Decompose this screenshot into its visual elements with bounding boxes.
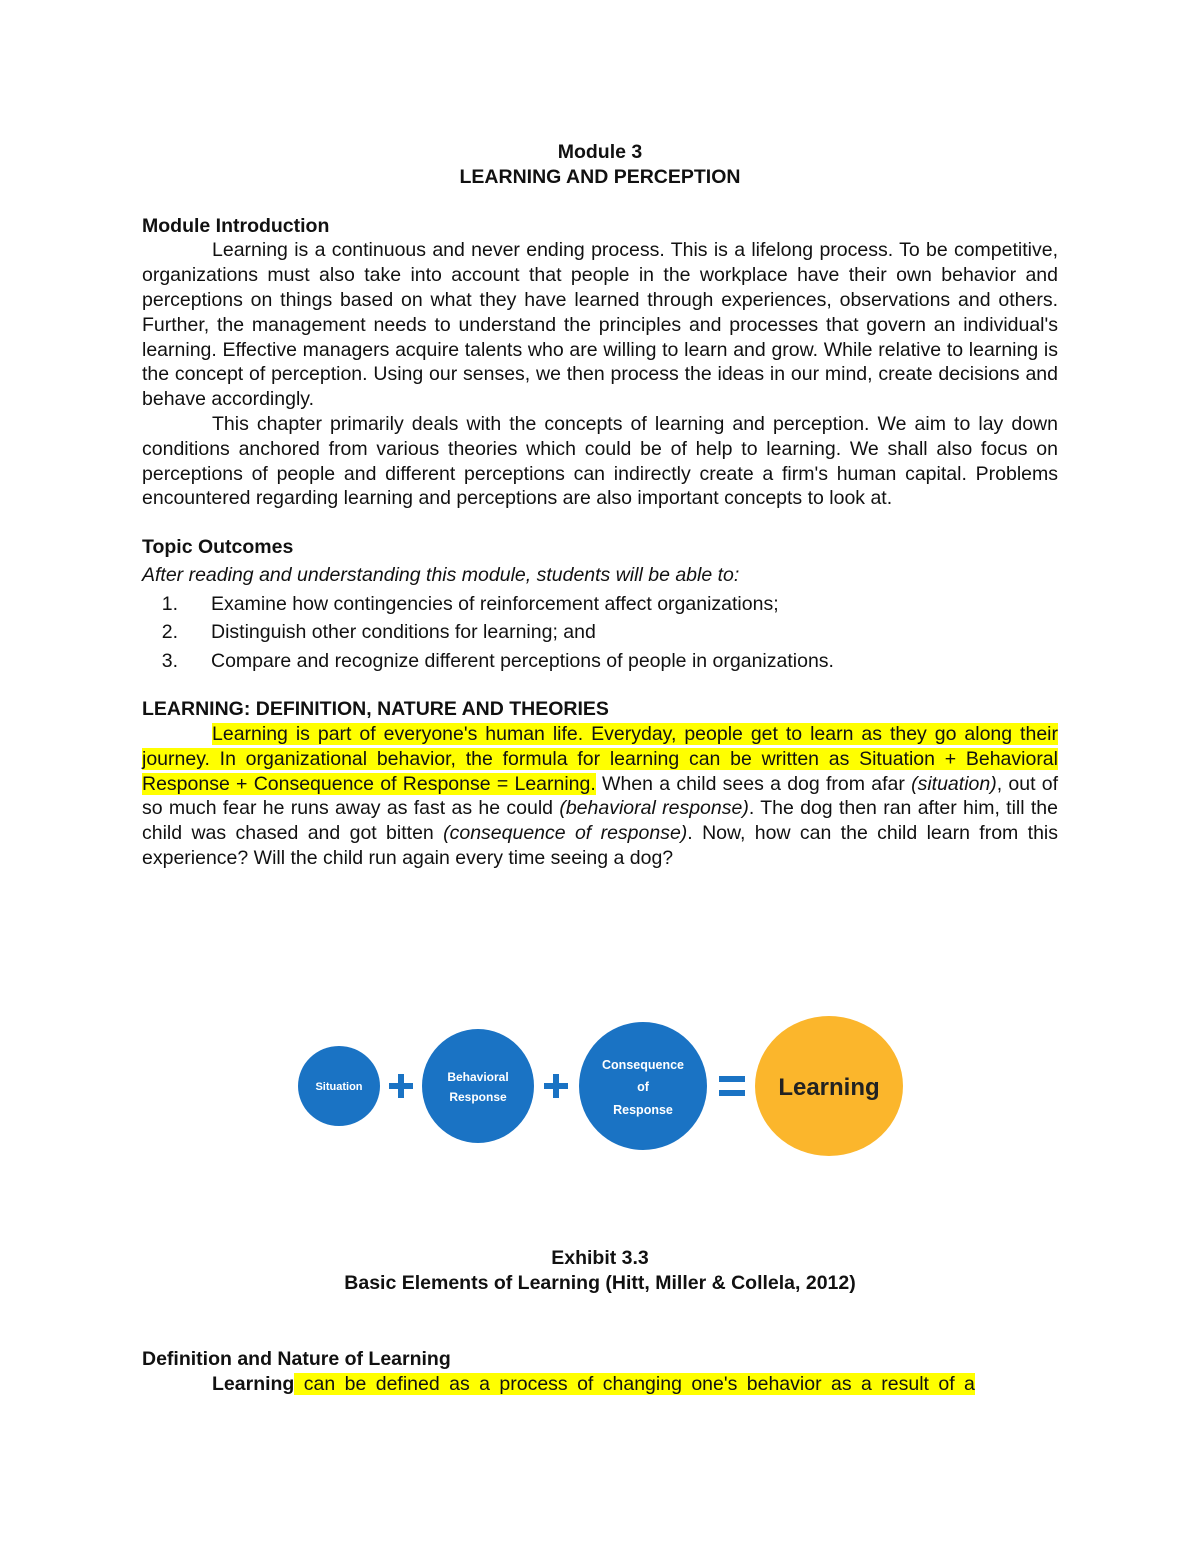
intro-paragraph-2: This chapter primarily deals with the concepts of learning and perception. We aim to lay down conditions anchored from various theories which could be of help to learning. We shall also focus on perceptions of people and different perceptions can indirectly create a firm's human capital. Problems encountered regarding learning and perceptions are also important concepts to look at. bbox=[142, 412, 1058, 510]
consequence-label-line2: of bbox=[637, 1080, 649, 1094]
behavioral-label-line1: Behavioral bbox=[447, 1070, 509, 1084]
outcomes-list bbox=[142, 590, 1058, 676]
behavioral-response-circle bbox=[422, 1029, 534, 1143]
exhibit-label: Exhibit 3.3 bbox=[551, 1247, 649, 1269]
module-number: Module 3 bbox=[557, 141, 643, 163]
outcomes-heading: Topic Outcomes bbox=[142, 536, 294, 559]
definition-term: Learning bbox=[212, 1373, 295, 1395]
learning-text: When a child sees a dog from afar bbox=[595, 772, 912, 795]
list-text: Examine how contingencies of reinforcement affect organizations; bbox=[211, 592, 779, 615]
learning-text: , out of so much fear he runs away as fast as he could bbox=[142, 772, 1059, 820]
exhibit-title: Basic Elements of Learning (Hitt, Miller & Collela, 2012) bbox=[344, 1272, 856, 1294]
intro-paragraph-1: Learning is a continuous and never ending process. This is a lifelong process. To be competitive, organizations must also take into account that people in the workplace have their own behavior and perceptions on things based on what they have learned through experiences, observations and others. Further, the management needs to understand the principles and processes that govern an individual's learning. Effective managers acquire talents who are willing to learn and grow. While relative to learning is the concept of perception. Using our senses, we then process the ideas in our mind, create decisions and behave accordingly. bbox=[142, 239, 1058, 411]
list-item bbox=[142, 618, 1058, 647]
plus-icon bbox=[389, 1074, 413, 1098]
definition-section bbox=[142, 1347, 1058, 1397]
definition-heading: Definition and Nature of Learning bbox=[142, 1348, 451, 1370]
plus-icon bbox=[544, 1074, 568, 1098]
document-page bbox=[142, 140, 1058, 871]
learning-formula-diagram bbox=[296, 1016, 906, 1161]
list-item bbox=[142, 590, 1058, 619]
highlighted-text: Learning is part of everyone's human life. Everyday, people get to learn as they go along their journey. In organizational behavior, the formula for learning can be written as Situation + Behavioral Response + Consequence of Response = Learning. bbox=[142, 723, 1058, 795]
consequence-label-line3: Response bbox=[613, 1103, 673, 1117]
learning-text: . The dog then ran after him, till the child was chased and got bitten bbox=[142, 797, 1058, 845]
list-number: 3. bbox=[161, 649, 178, 672]
outcomes-lead: After reading and understanding this module, students will be able to: bbox=[142, 563, 740, 586]
behavioral-label-line2: Response bbox=[449, 1090, 507, 1104]
highlighted-text: can be defined as a process of changing one's behavior as a result of a bbox=[294, 1373, 975, 1395]
list-text: Compare and recognize different perceptions of people in organizations. bbox=[211, 649, 834, 672]
learning-italic: (consequence of response) bbox=[443, 822, 688, 845]
consequence-label-line1: Consequence bbox=[602, 1058, 684, 1072]
definition-paragraph bbox=[142, 1372, 1058, 1397]
learning-label: Learning bbox=[778, 1074, 880, 1101]
learning-text: . Now, how can the child learn from this experience? Will the child run again every time seeing a dog? bbox=[142, 822, 1058, 870]
learning-paragraph bbox=[142, 722, 1058, 871]
exhibit-caption bbox=[142, 1246, 1058, 1296]
intro-heading: Module Introduction bbox=[142, 214, 330, 237]
learning-italic: (situation) bbox=[911, 772, 997, 795]
situation-label: Situation bbox=[315, 1081, 363, 1093]
list-number: 1. bbox=[161, 592, 178, 615]
learning-heading: LEARNING: DEFINITION, NATURE AND THEORIES bbox=[142, 698, 609, 721]
equals-icon bbox=[719, 1076, 745, 1096]
module-title: LEARNING AND PERCEPTION bbox=[459, 165, 741, 188]
list-text: Distinguish other conditions for learning; and bbox=[211, 621, 596, 644]
list-item bbox=[142, 647, 1058, 676]
list-number: 2. bbox=[161, 621, 178, 644]
learning-italic: (behavioral response) bbox=[559, 797, 749, 820]
